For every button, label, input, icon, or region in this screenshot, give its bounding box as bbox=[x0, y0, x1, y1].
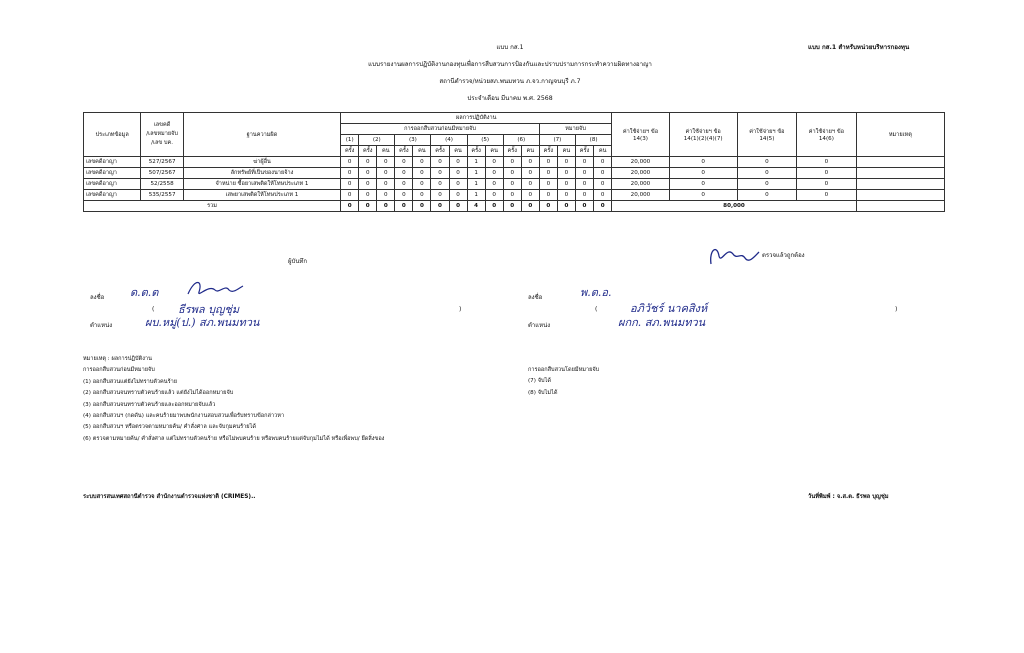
cell-count: 0 bbox=[503, 179, 521, 190]
cell-expense-4: 0 bbox=[797, 190, 857, 201]
cell-expense-3: 0 bbox=[737, 157, 797, 168]
left-open-paren: ( bbox=[152, 306, 155, 313]
cell-count: 0 bbox=[359, 190, 377, 201]
table-row bbox=[84, 190, 945, 201]
col-3: (3) bbox=[395, 135, 431, 146]
note-warrant-item: (8) จับไม่ได้ bbox=[528, 389, 558, 396]
left-position-handwritten: ผบ.หมู่(ป.) สภ.พนมทวน bbox=[145, 316, 260, 329]
cell-case-no: 52/2558 bbox=[141, 179, 184, 190]
cell-count: 0 bbox=[594, 190, 612, 201]
notes-warrant-title: การออกสืบสวนโดยมีหมายจับ bbox=[528, 367, 600, 373]
total-count: 0 bbox=[377, 201, 395, 212]
cell-offense: จำหน่าย ซื้อยาเสพติดให้โทษประเภท 1 bbox=[183, 179, 340, 190]
cell-info-type: เลขคดีอาญา bbox=[84, 190, 141, 201]
cell-count: 0 bbox=[449, 179, 467, 190]
note-item: (4) ออกสืบสวนฯ (กดดัน) และคนร้ายมาพบพนักงานสอบสวนเพื่อรับทราบข้อกล่าวหา bbox=[83, 413, 285, 420]
header-expense-4: ค่าใช้จ่ายฯ ข้อ 14(6) bbox=[797, 113, 857, 157]
data-rows bbox=[84, 157, 945, 201]
cell-count: 0 bbox=[431, 190, 449, 201]
cell-count: 0 bbox=[539, 179, 557, 190]
left-position-label: ตำแหน่ง bbox=[90, 322, 113, 329]
header-expense-1: ค่าใช้จ่ายฯ ข้อ 14(3) bbox=[612, 113, 669, 157]
cell-count: 0 bbox=[485, 168, 503, 179]
cell-count: 0 bbox=[413, 190, 431, 201]
cell-count: 0 bbox=[503, 168, 521, 179]
cell-count: 0 bbox=[485, 190, 503, 201]
total-amount: 80,000 bbox=[612, 201, 856, 212]
note-warrant-item: (7) จับได้ bbox=[528, 378, 551, 385]
unit-persons: คน bbox=[377, 146, 395, 157]
cell-info-type: เลขคดีอาญา bbox=[84, 157, 141, 168]
cell-offense: ฆ่าผู้อื่น bbox=[183, 157, 340, 168]
cell-count: 0 bbox=[485, 179, 503, 190]
total-count: 0 bbox=[413, 201, 431, 212]
right-sign-label: ลงชื่อ bbox=[528, 294, 543, 301]
notes-left bbox=[83, 354, 384, 445]
checked-label: ตรวจแล้วถูกต้อง bbox=[762, 252, 805, 259]
cell-count: 0 bbox=[594, 157, 612, 168]
cell-count: 0 bbox=[575, 179, 593, 190]
form-right-label: แบบ กส.1 สำหรับหน่วยบริหารกองทุน bbox=[808, 44, 910, 51]
total-row bbox=[84, 201, 945, 212]
cell-count: 1 bbox=[467, 157, 485, 168]
cell-expense-2: 0 bbox=[669, 168, 737, 179]
unit-times: ครั้ง bbox=[503, 146, 521, 157]
cell-info-type: เลขคดีอาญา bbox=[84, 179, 141, 190]
cell-count: 1 bbox=[467, 179, 485, 190]
header-before-warrant: การออกสืบสวนก่อนมีหมายจับ bbox=[341, 124, 540, 135]
cell-count: 0 bbox=[539, 190, 557, 201]
total-count: 0 bbox=[341, 201, 359, 212]
header-expense-2: ค่าใช้จ่ายฯ ข้อ 14(1)(2)(4)(7) bbox=[669, 113, 737, 157]
cell-remark bbox=[856, 179, 944, 190]
cell-count: 0 bbox=[395, 168, 413, 179]
cell-case-no: 507/2567 bbox=[141, 168, 184, 179]
recorder-label: ผู้บันทึก bbox=[288, 258, 308, 265]
notes-before-title: การออกสืบสวนก่อนมีหมายจับ bbox=[83, 367, 155, 374]
cell-expense-1: 20,000 bbox=[612, 157, 669, 168]
cell-expense-4: 0 bbox=[797, 179, 857, 190]
cell-offense: ลักทรัพย์ที่เป็นของนายจ้าง bbox=[183, 168, 340, 179]
left-sign-label: ลงชื่อ bbox=[90, 294, 105, 301]
cell-offense: เสพยาเสพติดให้โทษประเภท 1 bbox=[183, 190, 340, 201]
cell-expense-3: 0 bbox=[737, 168, 797, 179]
col-7: (7) bbox=[539, 135, 575, 146]
unit-times: ครั้ง bbox=[341, 146, 359, 157]
total-count: 0 bbox=[594, 201, 612, 212]
cell-count: 0 bbox=[594, 168, 612, 179]
cell-count: 0 bbox=[575, 168, 593, 179]
cell-count: 0 bbox=[377, 179, 395, 190]
cell-count: 0 bbox=[485, 157, 503, 168]
cell-expense-2: 0 bbox=[669, 157, 737, 168]
cell-count: 0 bbox=[431, 179, 449, 190]
header-remark: หมายเหตุ bbox=[856, 113, 944, 157]
form-code: แบบ กส.1 bbox=[496, 44, 524, 51]
unit-times: ครั้ง bbox=[575, 146, 593, 157]
total-count: 0 bbox=[539, 201, 557, 212]
cell-count: 0 bbox=[521, 157, 539, 168]
cell-count: 0 bbox=[341, 157, 359, 168]
header-case-no: เลขคดี /เลขหมายจับ /เลข บค. bbox=[141, 113, 184, 157]
cell-count: 0 bbox=[341, 179, 359, 190]
cell-case-no: 527/2567 bbox=[141, 157, 184, 168]
unit-times: ครั้ง bbox=[539, 146, 557, 157]
unit-times: ครั้ง bbox=[395, 146, 413, 157]
header-results: ผลการปฏิบัติงาน bbox=[341, 113, 612, 124]
note-item: (6) ตรวจตามหมายค้น/ คำสั่งศาล แต่ไม่ทราบตัวคนร้าย หรือไม่พบคนร้าย หรือพบคนร้ายแต่จับกุมไม่ได้ หรือเพื่อพบ/ ยึดสิ่งของ bbox=[83, 435, 385, 442]
total-count: 0 bbox=[503, 201, 521, 212]
header-warrant: หมายจับ bbox=[539, 124, 611, 135]
cell-count: 0 bbox=[413, 157, 431, 168]
notes-right bbox=[528, 365, 599, 399]
table-row bbox=[84, 179, 945, 190]
cell-count: 0 bbox=[449, 168, 467, 179]
cell-count: 1 bbox=[467, 168, 485, 179]
cell-count: 0 bbox=[539, 168, 557, 179]
footer-print: วันที่พิมพ์ : จ.ส.ต. ธีรพล บุญชุ่ม bbox=[808, 494, 889, 500]
left-rank-handwritten: ด.ต.ต bbox=[130, 286, 159, 299]
right-rank-handwritten: พ.ต.อ. bbox=[580, 286, 612, 299]
left-name-handwritten: ธีรพล บุญชุ่ม bbox=[178, 303, 240, 316]
unit-persons: คน bbox=[413, 146, 431, 157]
cell-count: 0 bbox=[521, 168, 539, 179]
table-row bbox=[84, 157, 945, 168]
cell-count: 0 bbox=[557, 190, 575, 201]
cell-count: 0 bbox=[557, 168, 575, 179]
total-count: 0 bbox=[395, 201, 413, 212]
cell-count: 0 bbox=[431, 157, 449, 168]
cell-count: 0 bbox=[377, 190, 395, 201]
col-6: (6) bbox=[503, 135, 539, 146]
cell-count: 0 bbox=[377, 157, 395, 168]
cell-count: 0 bbox=[377, 168, 395, 179]
unit-persons: คน bbox=[557, 146, 575, 157]
unit-times: ครั้ง bbox=[359, 146, 377, 157]
total-count: 0 bbox=[557, 201, 575, 212]
right-close-paren: ) bbox=[895, 306, 898, 313]
left-close-paren: ) bbox=[459, 306, 462, 313]
left-signature bbox=[185, 276, 245, 298]
col-5: (5) bbox=[467, 135, 503, 146]
cell-count: 1 bbox=[467, 190, 485, 201]
cell-count: 0 bbox=[557, 179, 575, 190]
table-row bbox=[84, 168, 945, 179]
cell-count: 0 bbox=[395, 157, 413, 168]
cell-count: 0 bbox=[359, 179, 377, 190]
cell-count: 0 bbox=[521, 190, 539, 201]
note-item: (1) ออกสืบสวนแต่ยังไม่ทราบตัวคนร้าย bbox=[83, 378, 178, 385]
cell-count: 0 bbox=[359, 168, 377, 179]
cell-remark bbox=[856, 168, 944, 179]
cell-count: 0 bbox=[557, 157, 575, 168]
cell-count: 0 bbox=[539, 157, 557, 168]
results-table bbox=[83, 112, 945, 212]
cell-count: 0 bbox=[359, 157, 377, 168]
notes-title: หมายเหตุ : ผลการปฏิบัติงาน bbox=[83, 356, 152, 362]
total-count: 0 bbox=[431, 201, 449, 212]
cell-expense-2: 0 bbox=[669, 190, 737, 201]
cell-expense-4: 0 bbox=[797, 157, 857, 168]
right-open-paren: ( bbox=[595, 306, 598, 313]
cell-count: 0 bbox=[431, 168, 449, 179]
unit-times: ครั้ง bbox=[467, 146, 485, 157]
total-count: 0 bbox=[521, 201, 539, 212]
unit-persons: คน bbox=[521, 146, 539, 157]
cell-expense-3: 0 bbox=[737, 179, 797, 190]
unit-persons: คน bbox=[449, 146, 467, 157]
total-count: 4 bbox=[467, 201, 485, 212]
note-item: (3) ออกสืบสวนจนทราบตัวคนร้ายและออกหมายจับแล้ว bbox=[83, 401, 216, 408]
total-count: 0 bbox=[449, 201, 467, 212]
report-title: แบบรายงานผลการปฏิบัติงานกองทุนเพื่อการสืบสวนการป้องกันและปราบปรามการกระทำความผิดทางอาญา bbox=[368, 61, 652, 68]
cell-count: 0 bbox=[449, 190, 467, 201]
total-count: 0 bbox=[359, 201, 377, 212]
cell-count: 0 bbox=[521, 179, 539, 190]
report-period: ประจำเดือน มีนาคม พ.ศ. 2568 bbox=[467, 95, 553, 102]
right-signature bbox=[707, 242, 762, 268]
cell-remark bbox=[856, 190, 944, 201]
cell-remark bbox=[856, 157, 944, 168]
header-info-type: ประเภทข้อมูล bbox=[84, 113, 141, 157]
total-label: รวม bbox=[84, 201, 341, 212]
col-4: (4) bbox=[431, 135, 467, 146]
cell-count: 0 bbox=[341, 168, 359, 179]
cell-count: 0 bbox=[575, 190, 593, 201]
cell-count: 0 bbox=[575, 157, 593, 168]
footer-system: ระบบสารสนเทศสถานีตำรวจ สำนักงานตำรวจแห่งชาติ (CRIMES).. bbox=[83, 494, 256, 500]
cell-count: 0 bbox=[413, 179, 431, 190]
col-1: (1) bbox=[341, 135, 359, 146]
cell-count: 0 bbox=[395, 179, 413, 190]
total-count: 0 bbox=[575, 201, 593, 212]
note-item: (2) ออกสืบสวนจนทราบตัวคนร้ายแล้ว แต่ยังไม่ได้ออกหมายจับ bbox=[83, 390, 234, 397]
station-name: สถานีตำรวจ/หน่วยสภ.พนมทวน ภ.จว.กาญจนบุรี ภ.7 bbox=[439, 78, 581, 85]
col-8: (8) bbox=[575, 135, 611, 146]
cell-info-type: เลขคดีอาญา bbox=[84, 168, 141, 179]
note-item: (5) ออกสืบสวนฯ หรือตรวจตามหมายค้น/ คำสั่งศาล และจับกุมคนร้ายได้ bbox=[83, 424, 256, 431]
header-expense-3: ค่าใช้จ่ายฯ ข้อ 14(5) bbox=[737, 113, 797, 157]
right-position-handwritten: ผกก. สภ.พนมทวน bbox=[618, 316, 706, 329]
cell-expense-3: 0 bbox=[737, 190, 797, 201]
cell-count: 0 bbox=[503, 157, 521, 168]
col-2: (2) bbox=[359, 135, 395, 146]
cell-count: 0 bbox=[503, 190, 521, 201]
header-offense: ฐานความผิด bbox=[183, 113, 340, 157]
unit-persons: คน bbox=[485, 146, 503, 157]
cell-case-no: 535/2557 bbox=[141, 190, 184, 201]
cell-count: 0 bbox=[413, 168, 431, 179]
right-position-label: ตำแหน่ง bbox=[528, 322, 551, 329]
unit-persons: คน bbox=[594, 146, 612, 157]
cell-expense-4: 0 bbox=[797, 168, 857, 179]
right-name-handwritten: อภิวัชร์ นาคสิงห์ bbox=[630, 302, 708, 315]
total-remark bbox=[856, 201, 944, 212]
cell-expense-1: 20,000 bbox=[612, 168, 669, 179]
cell-expense-1: 20,000 bbox=[612, 179, 669, 190]
total-count: 0 bbox=[485, 201, 503, 212]
cell-count: 0 bbox=[341, 190, 359, 201]
cell-count: 0 bbox=[449, 157, 467, 168]
cell-expense-1: 20,000 bbox=[612, 190, 669, 201]
cell-count: 0 bbox=[395, 190, 413, 201]
cell-count: 0 bbox=[594, 179, 612, 190]
unit-times: ครั้ง bbox=[431, 146, 449, 157]
cell-expense-2: 0 bbox=[669, 179, 737, 190]
